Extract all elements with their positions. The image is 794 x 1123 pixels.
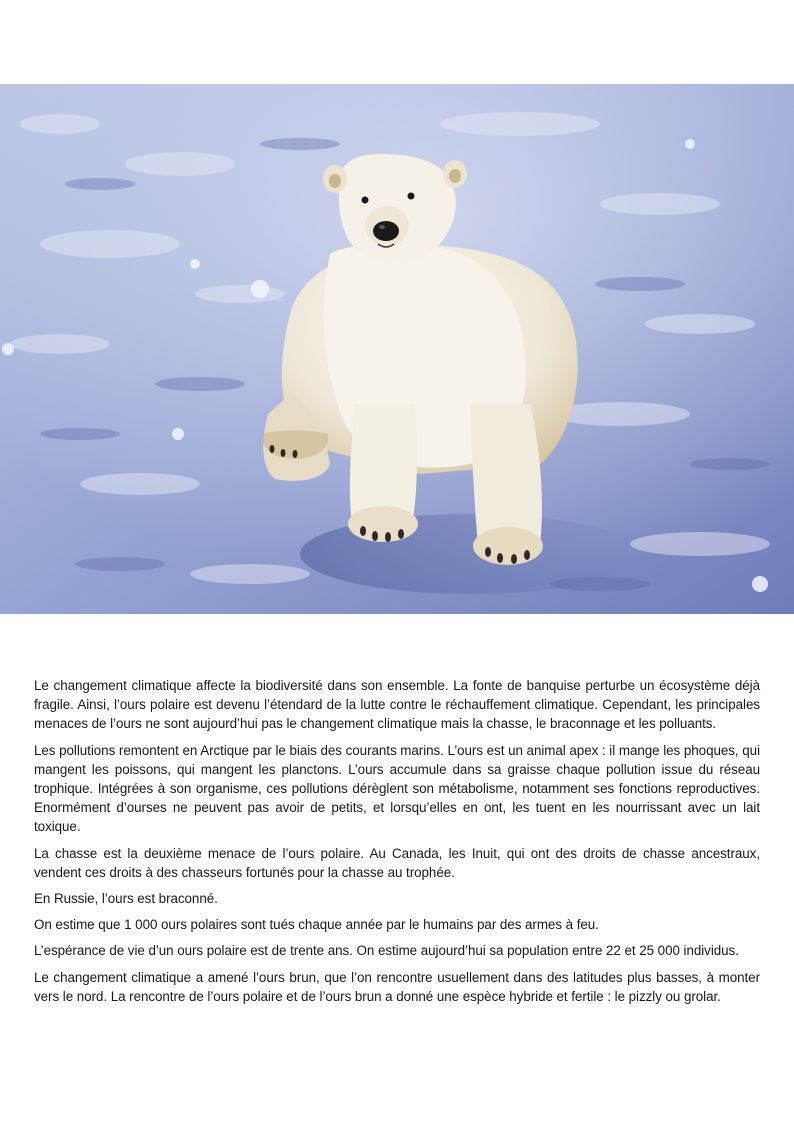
polar-bear-photo	[0, 84, 794, 614]
paragraph-hunting: La chasse est la deuxième menace de l’ours polaire. Au Canada, les Inuit, qui ont des droits de chasse ancestraux, vendent ces droits à des chasseurs fortunés pour la chasse au trophée.	[34, 845, 760, 880]
polar-bear-illustration	[0, 84, 794, 614]
paragraph-climate-change: Le changement climatique affecte la biodiversité dans son ensemble. La fonte de banquise perturbe un écosystème déjà fragile. Ainsi, l’ours polaire est devenu l’étendard de la lutte contre le réchauffement climatique. Cependant, les principales menaces de l’ours ne sont aujourd’hui pas le changement climatique mais la chasse, le braconnage et les polluants.	[34, 678, 760, 732]
paragraph-hybrid-species: Le changement climatique a amené l’ours brun, que l’on rencontre usuellement dans des latitudes plus basses, à monter vers le nord. La rencontre de l’ours polaire et de l’ours brun a donné une espèce hybride et fertile : le pizzly ou grolar.	[34, 969, 760, 1004]
paragraph-bears-killed: On estime que 1 000 ours polaires sont tués chaque année par le humains par des armes à feu.	[34, 917, 599, 933]
paragraph-pollution: Les pollutions remontent en Arctique par le biais des courants marins. L’ours est un animal apex : il mange les phoques, qui mangent les poissons, qui mangent les planctons. L’ours accumule dans sa graisse chaque pollution issue du réseau trophique. Intégrées à son organisme, ces pollutions dérèglent son métabolisme, notamment ses fonctions reproductives. Enormément d’ourses ne peuvent pas avoir de petits, et lorsqu’elles en ont, les tuent en les nourrissant avec un lait toxique.	[34, 742, 760, 835]
paragraph-russia-poaching: En Russie, l’ours est braconné.	[34, 891, 218, 907]
article-body	[34, 676, 760, 1013]
paragraph-life-expectancy: L’espérance de vie d’un ours polaire est de trente ans. On estime aujourd’hui sa population entre 22 et 25 000 individus.	[34, 943, 739, 959]
